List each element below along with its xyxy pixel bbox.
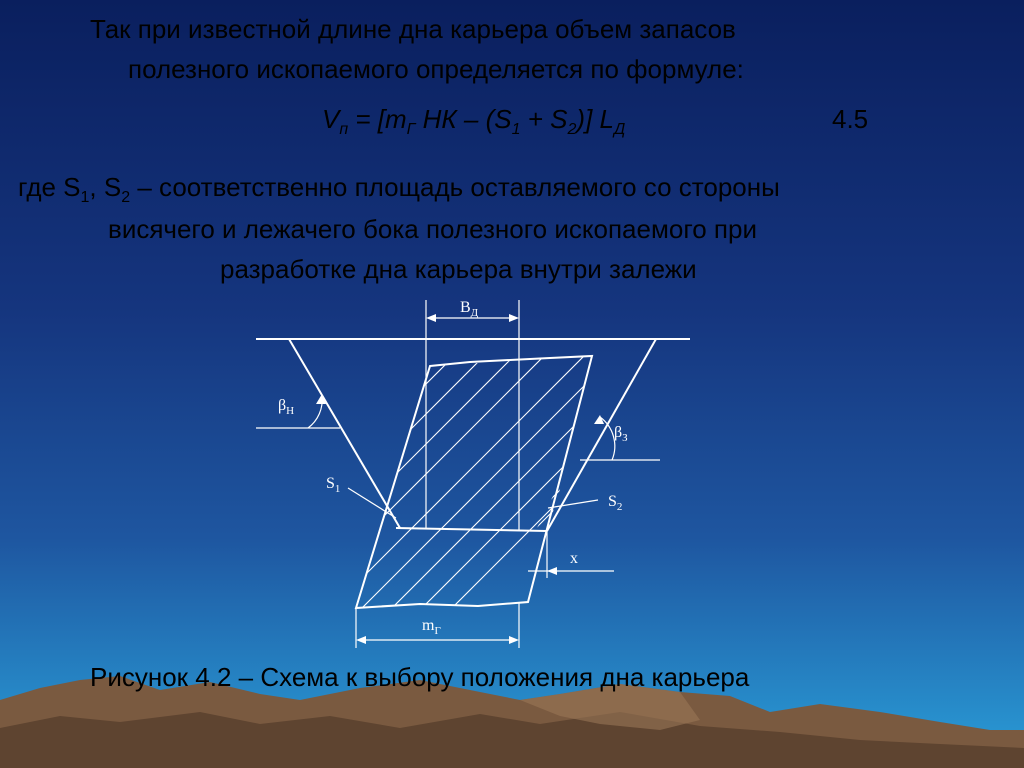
definition-line-3: разработке дна карьера внутри залежи <box>220 254 697 284</box>
s1-label: $S_1$ <box>326 475 341 495</box>
formula-s1-subscript: 1 <box>511 121 521 139</box>
definition-rest: – соответственно площадь оставляемого со стороны <box>130 172 780 202</box>
definition-line-2: висячего и лежачего бока полезного ископаемого при <box>108 214 757 244</box>
formula-v-subscript: п <box>339 121 349 139</box>
formula-part-4: )] L <box>576 104 614 134</box>
left-pit-wall <box>289 339 400 528</box>
formula-part-2: НК – (S <box>415 104 512 134</box>
formula-number: 4.5 <box>832 104 869 134</box>
definition-s1-subscript: 1 <box>80 189 90 207</box>
beta-h-label: $\beta_Н$ <box>278 397 295 417</box>
diagram-lines <box>256 300 690 648</box>
figure-caption: Рисунок 4.2 – Схема к выбору положения дна карьера <box>90 662 750 692</box>
right-pit-wall <box>547 339 656 531</box>
definition-s2-subscript: 2 <box>121 189 131 207</box>
mg-label: $m_Г$ <box>422 617 441 637</box>
formula-part-3: + S <box>520 104 568 134</box>
formula-m-subscript: Г <box>406 121 416 139</box>
intro-line-1: Так при известной длине дна карьера объем запасов <box>90 14 736 44</box>
definition-mid: , S <box>89 172 122 202</box>
formula-v: V <box>322 104 340 134</box>
bd-label: $В_Д$ <box>460 299 479 319</box>
s2-label: $S_2$ <box>608 493 623 513</box>
intro-line-2: полезного ископаемого определяется по формуле: <box>128 54 744 84</box>
formula-s2-subscript: 2 <box>567 121 577 139</box>
x-label: x <box>570 550 578 567</box>
beta-z-label: $\beta_З$ <box>614 424 628 444</box>
definition-prefix: где S <box>18 172 81 202</box>
formula-l-subscript: Д <box>613 121 626 139</box>
formula-part-1: = [m <box>348 104 407 134</box>
